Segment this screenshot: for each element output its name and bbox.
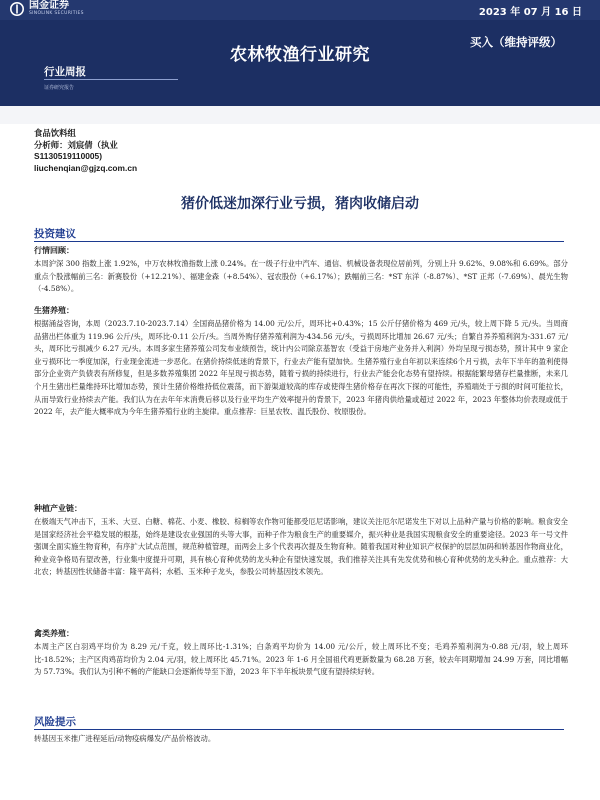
report-header — [0, 0, 600, 106]
subsection-title-seed: 种植产业链： — [34, 504, 82, 513]
section-title-investment: 投资建议 — [34, 228, 76, 240]
header-gap — [0, 106, 600, 124]
logo-chinese-name: 国金证券 — [29, 0, 69, 11]
report-series: 证券研究报告 — [44, 85, 75, 91]
report-headline: 猪价低迷加深行业亏损，猪肉收储启动 — [181, 196, 419, 212]
paragraph-risk: 转基因玉米推广进程延后/动物疫病爆发/产品价格波动。 — [34, 734, 216, 743]
report-type: 行业周报 — [44, 66, 86, 78]
report-date: 2023 年 07 月 16 日 — [478, 7, 582, 18]
paragraph-seed: 在极端天气冲击下，玉米、大豆、白糖、棉花、小麦、橡胶、棕榈等农作物可能都受厄尼诺影响，建议关注厄尔尼诺发生下对以上品种产量与价格的影响。粮食安全是国家经济社会平稳发展的根基，始终是建设农业强国的头等大事，而种子作为粮食生产的重要媒介，振兴种业是我国实现粮食安全的重要途径。2023 年一号文件强调全面实施生物育种，有序扩大试点范围，规范种植管理，而两会上多个代表再次提及生物育种。随着我国对种业知识产权保护的层层加码和转基因作物商业化，种业竞争格局有望改善，行业集中度提升可期，具有核心育种优势的龙头种企有望快速发展，我们推荐关注具有先发优势和核心育种优势的龙头种企。重点推荐：大北农；转基因性状储备丰富：隆平高科；水稻、玉米种子龙头，参股公司转基因技术领先。 — [34, 517, 568, 577]
analyst-name: 分析师：刘宸倩（执业 — [34, 139, 118, 150]
analyst-group: 食品饮料组 — [34, 128, 76, 138]
analyst-email[interactable]: liuchenqian@gjzq.com.cn — [34, 162, 138, 173]
paragraph-market: 本周沪深 300 指数上涨 1.92%，中万农林牧渔指数上涨 0.24%。在一级子行业中汽车、通信、机械设备表现位居前列，分别上升 9.62%、9.08%和 6.69%。部分重点个股涨幅前三名：新赛股份（+12.21%）、福建金森（+8.54%）、冠农股份（+6.17%）；跌幅前三名：*ST 东洋（-8.87%）、*ST 正邦（-7.69%）、晨光生物（-4.58%）。 — [34, 259, 568, 294]
paragraph-poultry: 本周主产区白羽鸡平均价为 8.29 元/千克，较上周环比-1.31%；白条鸡平均价为 14.00 元/公斤，较上周环比不变；毛鸡养殖利润为-0.88 元/羽，较上周环比-18.52%；主产区肉鸡苗均价为 2.04 元/羽，较上周环比 45.71%。2023 年 1-6 月全国祖代鸡更新数量为 68.28 万套，较去年同期增加 24.99 万套，同比增幅为 57.73%。我们认为引种不畅的产能缺口会逐渐传导至下游，2023 年下半年板块景气度有望持续好转。 — [34, 642, 568, 677]
logo-icon — [10, 2, 24, 16]
section-rule-investment — [34, 241, 564, 242]
rating-badge: 买入（维持评级） — [470, 35, 562, 49]
company-logo — [10, 1, 84, 17]
subsection-title-poultry: 禽类养殖： — [34, 629, 74, 638]
report-title: 农林牧渔行业研究 — [230, 45, 370, 65]
analyst-block — [34, 128, 137, 174]
logo-english-name: SINOLINK SECURITIES — [29, 11, 84, 16]
subsection-title-market: 行情回顾： — [34, 246, 74, 255]
section-rule-risk — [34, 729, 564, 730]
analyst-license: S1130519110005) — [34, 151, 103, 162]
paragraph-hog: 根据涌益咨询，本周（2023.7.10-2023.7.14）全国商品猪价格为 14.00 元/公斤，周环比+0.43%；15 公斤仔猪价格为 469 元/头，较上周下降 5 元/头。当周商品猪出栏体重为 119.96 公斤/头，周环比-0.11 公斤/头。当周外购仔猪养殖利润为-434.56 元/头，亏损周环比增加 26.67 元/头；自繁自养养殖利润为-331.67 元/头，周环比亏损减少 6.27 元/头。本周多家生猪养殖公司发布业绩预告，统计内公司除京基智农（受益于房地产业务并入利润）外均呈现亏损态势，预计其中 9 家企业亏损环比一季度加深，行业现金流进一步恶化。在猪价持续低迷的背景下，行业去产能有望加快。生猪养殖行业自年初以来连续6个月亏损，去年下半年的盈利使得部分企业资产负债表有所修复，但是多数养殖集团 2022 年呈现亏损态势，随着亏损的持续进行，行业去产能会化态势有望持续。根据能繁母猪存栏量推断，未来几个月生猪出栏量维持环比增加态势，预计生猪价格维持低位震荡，而下游渠道较高的库存或使得生猪价格存在再次下探的可能性，养殖端处于亏损的时间可能拉长，从而导致行业持续去产能。我们认为在去年年末消费后移以及行业平均生产效率提升的背景下，2023 年猪肉供给量或超过 2022 年，2023 年整体均价表现或低于 2022 年，去产能大概率成为今年生猪养殖行业的主旋律。重点推荐：巨星农牧、温氏股份、牧原股份。 — [34, 319, 568, 417]
subsection-title-hog: 生猪养殖： — [34, 306, 74, 315]
section-title-risk: 风险提示 — [34, 716, 76, 728]
header-divider — [44, 79, 178, 80]
